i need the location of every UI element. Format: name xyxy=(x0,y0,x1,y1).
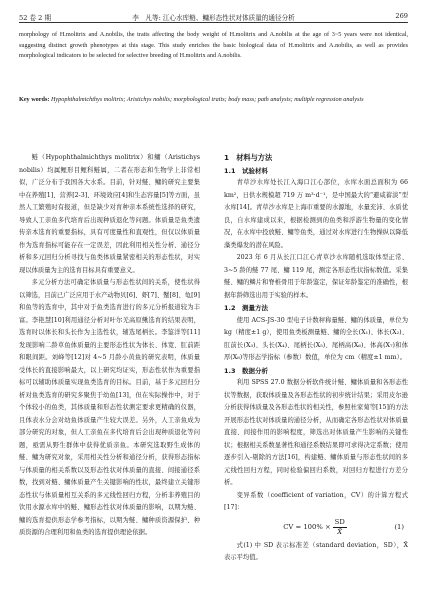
cv-intro: 变异系数（coefficient of variation，CV）的计算方程式[17]： xyxy=(224,491,408,511)
formula-lhs: CV = 100% × xyxy=(283,522,331,531)
intro-paragraph-2: 多元分析方法可确定体质量与形态性状间的关系，使性状得以筛选，目前已广泛应用于水产动物贝[6]、虾[7]、蟹[8]、龟[9]和鱼等的选育中，其中对于鱼类选育进行的多元分析报道较为丰富。李艳慧[10]利用通径分析对叶尔羌高原鳅选育的结果表明，选育时以体长和头长作为主选性状，辅选尾柄长。李鉴洋等[11]发现影响二龄草鱼体质量的主要形态性状为体长、体宽、肛前距和眼间距。刘峰等[12]对 4~5 月龄小黄鱼的研究表明，体质量受体长的直接影响最大，以上研究均证实，形态性状作为重要指标可以辅助体质量实现鱼类选育的目标。目前，基于多元回归分析对鱼类选育的研究多聚焦于幼鱼[13]，但在实际操作中，对于个体较小的鱼类，其体质量和形态性状测定要求更精确的仪器，且体表水分会对幼鱼体质量产生较大误差。另外，人工亲鱼成为部分研究的对象，但人工亲鱼在多代培育后会出现种质退化等问题，亟需从野生群体中获得优质亲鱼。本研究选取野生成体的鲢、鳙为研究对象，采用相关性分析和通径分析，获得形态指标与体质量的相关系数以及形态性状对体质量的直接、间接通径系数，找到对鲢、鳙体质量产生关键影响的性状，最终建立关键形态性状与体质量相互关系的多元线性回归方程，分析非养殖目的饮用水源水库中的鲢、鳙形态性状对体质量的影响，以期为鲢、鳙的选育提供形态学参考指标，以期为鲢、鳙种质资源保护、种质资源的合理利用和鱼类的选育提供理论依据。 xyxy=(19,279,200,536)
subsection-3-title: 1.3 数据分析 xyxy=(224,366,269,375)
header-rule xyxy=(19,22,408,23)
subsection-3-text: 利用 SPSS 27.0 数据分析软件统计鲢、鳙体质量和各形态性状等数据，获取体质量及各形态性状的初步统计结果；采用皮尔逊分析获得体质量及各形态性状的相关性，参照杜家菊等[15]的方法开展形态性状对体质量的通径分析，从而确定各形态性状对体质量直接、间接作用的影响程度，筛选出对体质量产生影响的关键性状；根据相关系数显著性和通径系数结果即可求得决定系数；使用逐步引入-剔除的方法[16]，构建鲢、鳙体质量与形态性状间的多元线性回归方程，同时检验偏回归系数，对回归方程进行方差分析。 xyxy=(224,379,408,486)
formula-numerator: SD xyxy=(334,517,345,526)
keywords-label: Key words: xyxy=(19,96,50,103)
equation-number: (1) xyxy=(394,522,404,531)
formula-denominator: X̄ xyxy=(337,527,343,536)
journal-issue: 52 卷 2 期 xyxy=(19,14,52,22)
english-abstract: morphology of H.molitrix and A.nobilis, the traits affecting the body weight of H.molitrix and A.nobilis at the age of 3~5 years were not identical, suggesting distinct growth phenotypes at this stage. This study enriches the basic biological data of H.molitrix and A.nobilis, as well as provides morphological indicators to be selected for selective breeding of H.molitrix and A.nobilis. xyxy=(19,31,408,60)
cv-formula xyxy=(224,515,408,540)
english-keywords xyxy=(19,95,408,106)
subsection-2-text: 使用 ACS-JS-30 型电子计数秤称量鲢、鳙的体质量，单位为 kg（精度±1 g），使用鱼类板测量鲢、鳙的全长(X₁)、体长(X₂)、肛前长(X₃)、头长(X₄)、尾柄长(X₅)、尾柄高(X₆)、体高(X₇)和体厚(X₈)等形态学指标（参数）数值，单位为 cm（精度±1 mm）。 xyxy=(224,316,408,361)
subsection-2-title: 1.2 测量方法 xyxy=(224,304,269,312)
section-title: 1 材料与方法 xyxy=(224,153,273,162)
subsection-1-text-2: 2023 年 6 月从长江口江心青草沙水库随机选取体型正常、3~5 龄的鲢 77 尾、鳙 119 尾，测定各形态性状指标数值。采集鲢、鳙的鳞片和脊椎骨用于年龄鉴定，保证年龄鉴定的准确性，根据年龄筛选出用于实验的样本。 xyxy=(224,254,408,299)
formula-note: 式(1) 中 SD 表示标准差（standard deviation，SD），X̄ 表示平均值。 xyxy=(224,541,408,561)
subsection-1-title: 1.1 试验材料 xyxy=(224,166,269,175)
left-column xyxy=(19,152,200,540)
formula-fraction xyxy=(333,518,347,537)
subsection-1-text: 青草沙水库处长江入海口江心部位，水库水面总面积为 66 km²，日供水规模超 719 万 m³·d⁻¹，是中国最大的“避咸蓄淡”型水库[14]。青草沙水库是上海市重要的水源地，水量充沛、水质优良，自水库建成以来，根据检测到的鱼类和浮游生物量的变化情况，在水库中投放鲢、鳙等鱼类，通过对水库进行生物操纵以降低藻类爆发的潜在风险。 xyxy=(224,179,408,249)
intro-paragraph-1: 鲢（Hypophthalmichthys molitrix）和鳙（Aristichys nobilis）均属鲤形目鲤科鲢属，二者在形态和生物学上非常相似，广泛分布于我国各大水系。目前，针对鲢、鳙的研究主要集中在养殖[1]、营养[2-3]、环境效应[4]和生态容量[5]等方面，虽然人工繁殖时有报道，但是缺少对育种亲本系统性选择的研究，导致人工亲鱼多代培育后出现种质退化等问题。体质量是鱼类遗传亲本选育的重要指标，具有可度量性和直观性，但仅以体质量作为选育指标可能存在一定误差，因此利用相关性分析、通径分析和多元回归分析寻找与鱼类体质量紧密相关的形态性状，对实现以体质量为主的选育目标具有重要意义。 xyxy=(19,154,200,274)
keywords-text: Hypophthalmichthys molitrix; Aristichys nobilis; morphological traits; body mass; path analysis; multiple regression analysis xyxy=(50,96,364,103)
running-title: 李 凡等: 江心水库鲢、鳙形态性状对体质量的通径分析 xyxy=(132,14,295,22)
right-column xyxy=(224,152,408,565)
page-number: 269 xyxy=(395,12,408,20)
